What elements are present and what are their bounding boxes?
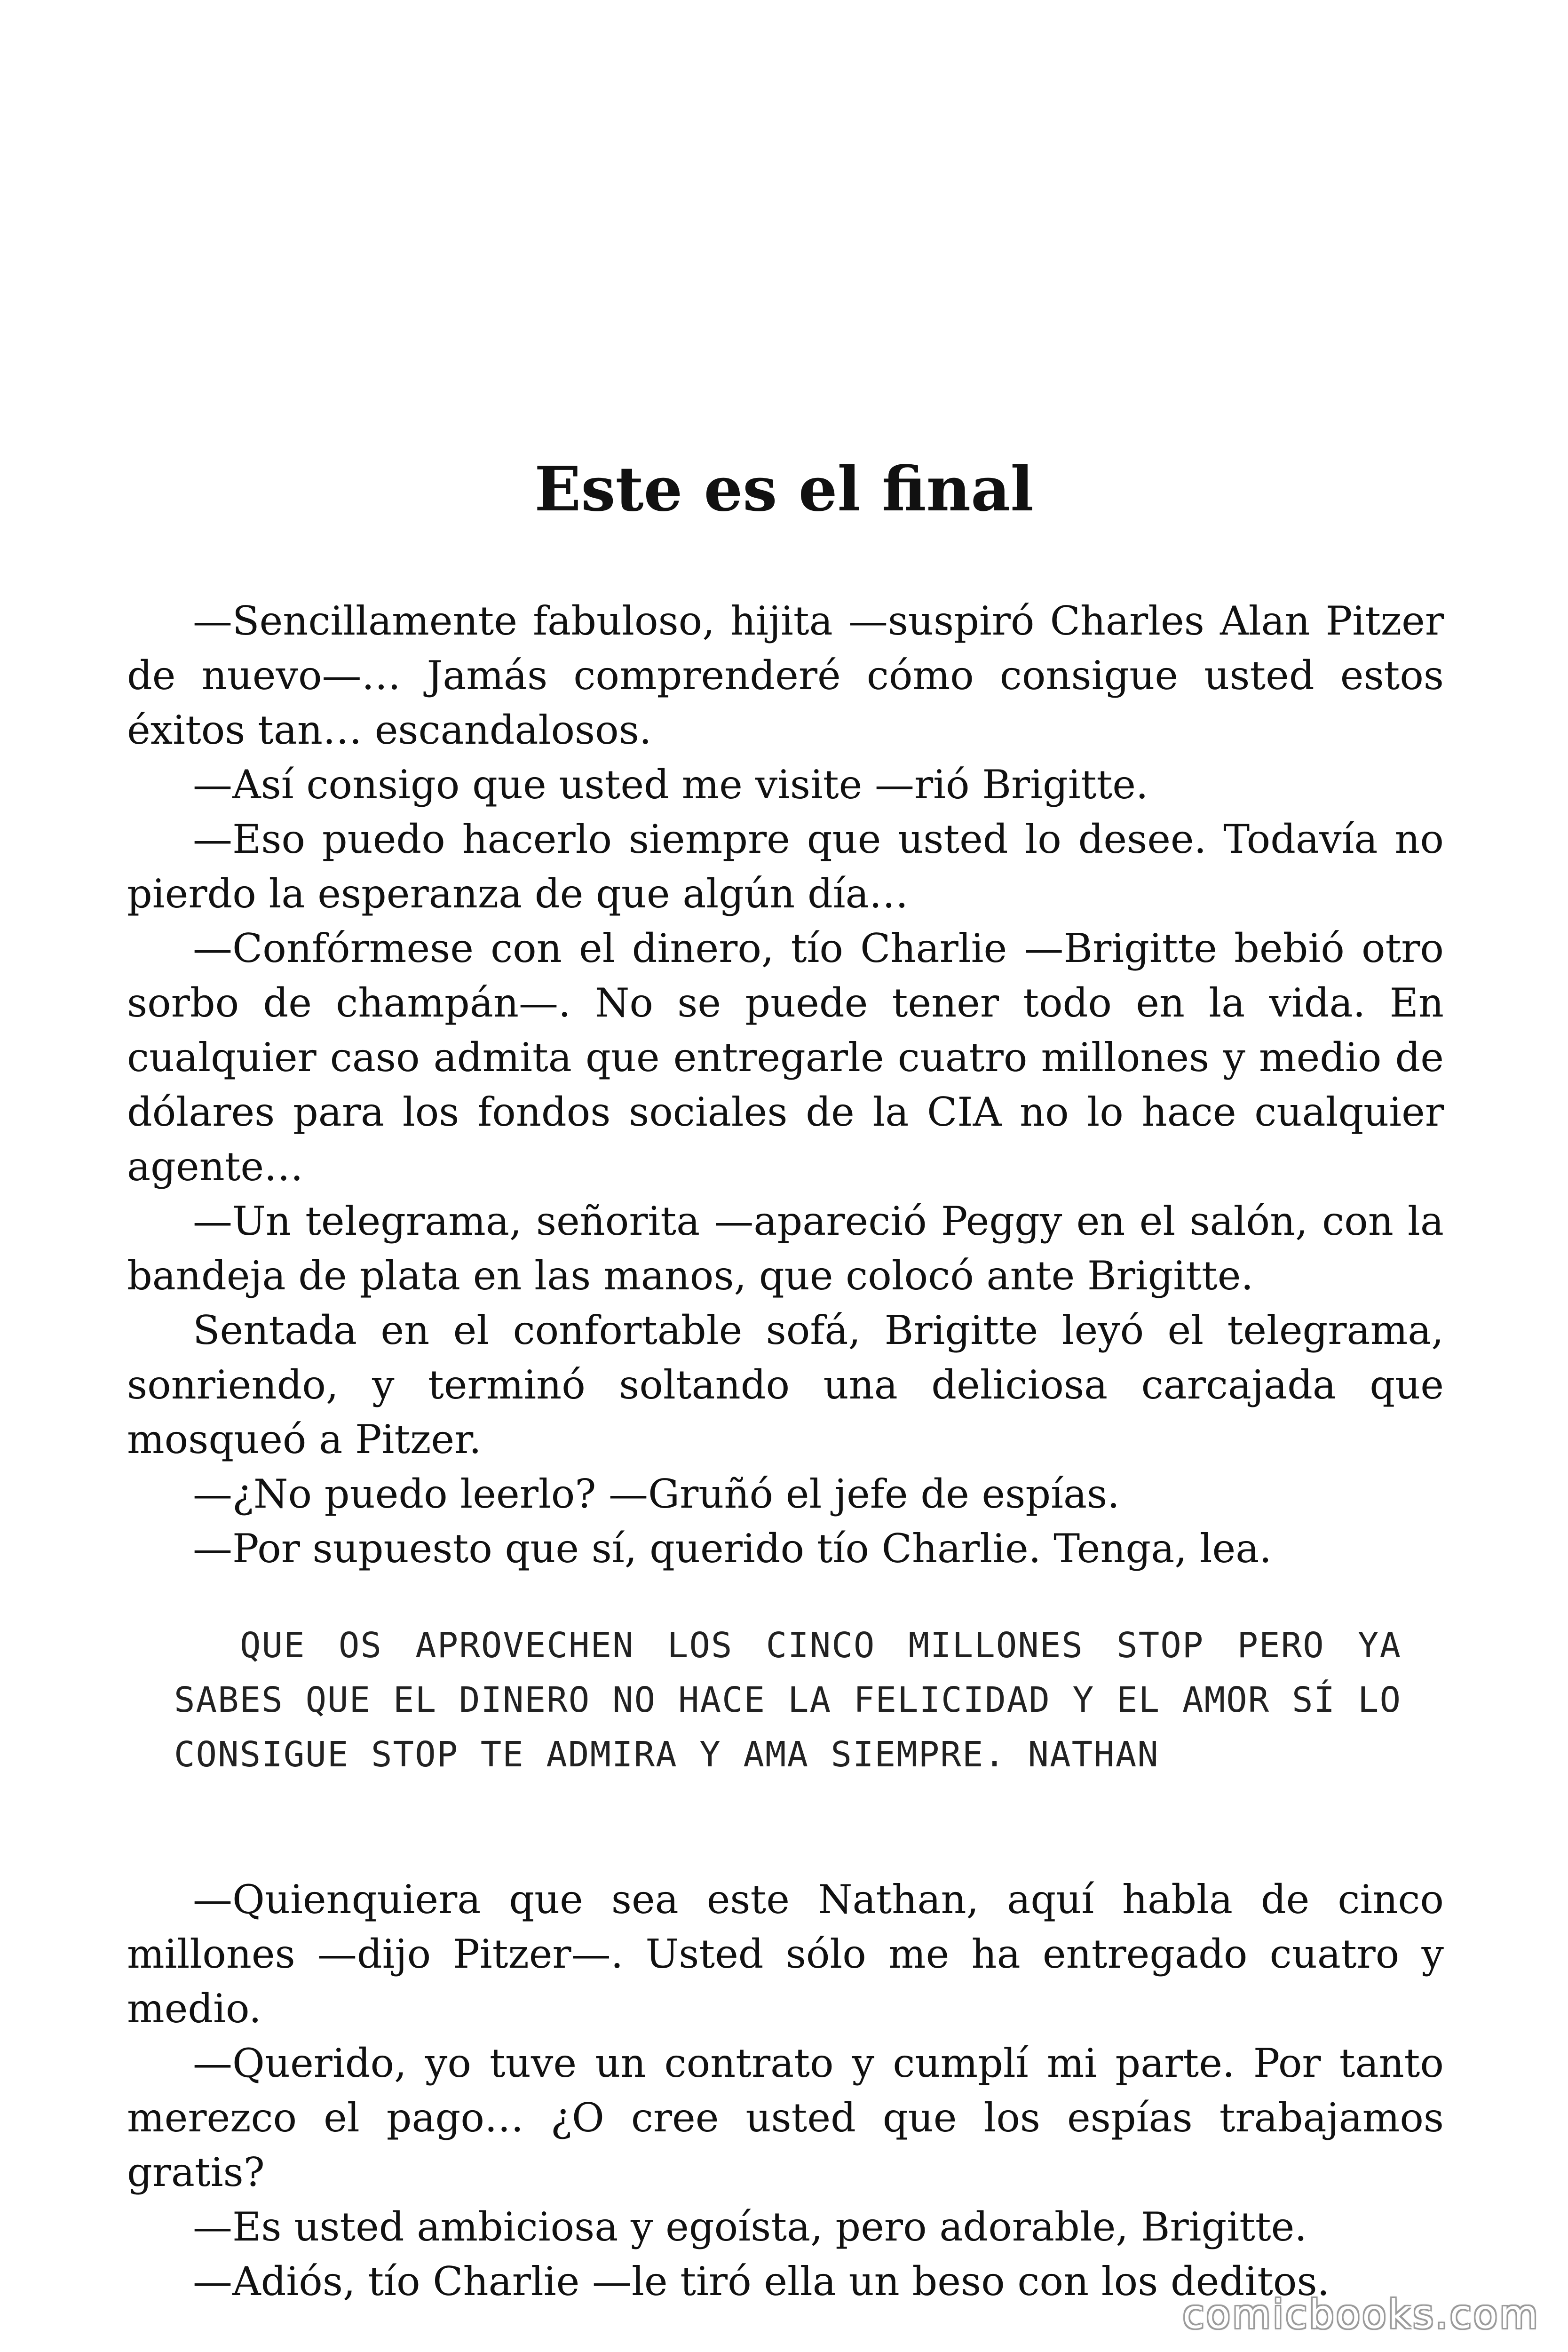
- paragraph: —Querido, yo tuve un contrato y cumplí mi parte. Por tanto merezco el pago… ¿O cree usted que los espías trabajamos gratis?: [127, 2040, 1444, 2195]
- paragraph: —Eso puedo hacerlo siempre que usted lo desee. Todavía no pierdo la esperanza de que algún día…: [127, 816, 1444, 917]
- paragraph: —Un telegrama, señorita —apareció Peggy en el salón, con la bandeja de plata en las manos, que colocó ante Brigitte.: [127, 1198, 1444, 1299]
- telegram-text: QUE OS APROVECHEN LOS CINCO MILLONES STOP PERO YA SABES QUE EL DINERO NO HACE LA FELICIDAD Y EL AMOR SÍ LO CONSIGUE STOP TE ADMIRA Y AMA SIEMPRE. NATHAN: [174, 1625, 1402, 1775]
- paragraph: —Sencillamente fabuloso, hijita —suspiró Charles Alan Pitzer de nuevo—… Jamás comprenderé cómo consigue usted estos éxitos tan… escandalosos.: [127, 598, 1444, 753]
- body-text-upper: [127, 594, 1444, 1576]
- paragraph: —¿No puedo leerlo? —Gruñó el jefe de espías.: [193, 1471, 1120, 1517]
- paragraph: —Confórmese con el dinero, tío Charlie —Brigitte bebió otro sorbo de champán—. No se puede tener todo en la vida. En cualquier caso admita que entregarle cuatro millones y medio de dólares para los fondos sociales de la CIA no lo hace cualquier agente…: [127, 925, 1444, 1190]
- paragraph: —Quienquiera que sea este Nathan, aquí habla de cinco millones —dijo Pitzer—. Usted sólo me ha entregado cuatro y medio.: [127, 1876, 1444, 2032]
- paragraph: Sentada en el confortable sofá, Brigitte leyó el telegrama, sonriendo, y terminó soltando una deliciosa carcajada que mosqueó a Pitzer.: [127, 1307, 1444, 1462]
- paragraph: —Es usted ambiciosa y egoísta, pero adorable, Brigitte.: [193, 2204, 1307, 2250]
- paragraph: —Así consigo que usted me visite —rió Brigitte.: [193, 762, 1148, 808]
- paragraph: —Adiós, tío Charlie —le tiró ella un beso con los deditos.: [193, 2258, 1330, 2304]
- paragraph: —Por supuesto que sí, querido tío Charlie. Tenga, lea.: [193, 1526, 1272, 1572]
- watermark: comicbooks.com: [1182, 2291, 1540, 2337]
- chapter-title: Este es el final: [534, 453, 1034, 525]
- body-text-lower: [127, 1872, 1444, 2309]
